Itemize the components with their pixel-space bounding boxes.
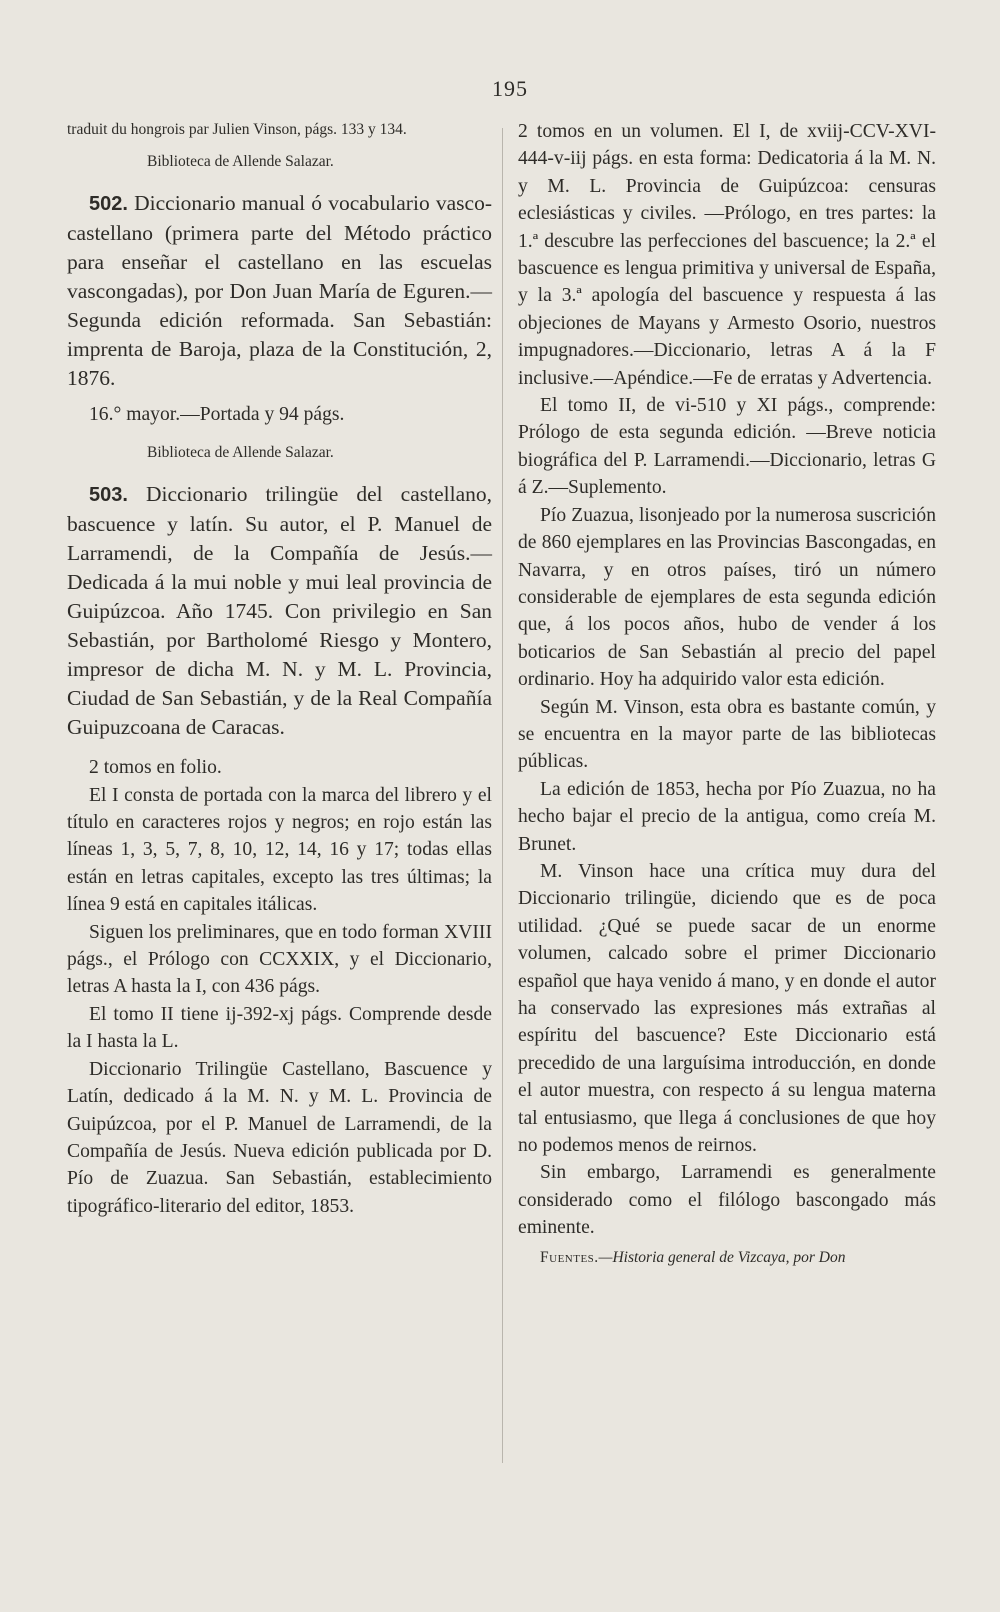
paragraph: El I consta de portada con la marca del librero y el título en caracteres rojos y negros; en rojo están las líneas 1, 3, 5, 7, 8, 10, 12, 14, 16 y 17; todas ellas están en letras capitales, excepto las tres últimas; la línea 9 está en capitales itálicas. xyxy=(67,784,492,916)
paragraph: El tomo II tiene ij-392-xj págs. Comprende desde la I hasta la L. xyxy=(67,1003,492,1053)
entry-text: Diccionario manual ó vocabulario vasco-castellano (primera parte del Método práctico para enseñar el castellano en las escuelas vascongadas), por Don Juan María de Eguren.—Segunda edición reformada. San Sebastián: imprenta de Baroja, plaza de la Constitución, 2, 1876. xyxy=(67,191,492,391)
entry-text: Diccionario trilingüe del castellano, bascuence y latín. Su autor, el P. Manuel de Larramendi, de la Compañía de Jesús.—Dedicada á la mui noble y mui leal provincia de Guipúzcoa. Año 1745. Con privilegio en San Sebastián, por Bartholomé Riesgo y Montero, impresor de dicha M. N. y M. L. Provincia, Ciudad de San Sebastián, y de la Real Compañía Guipuzcoana de Caracas. xyxy=(67,482,492,740)
paragraph: Siguen los preliminares, que en todo forman XVIII págs., el Prólogo con CCXXIX, y el Diccionario, letras A hasta la I, con 436 págs. xyxy=(67,921,492,998)
left-column xyxy=(67,118,492,1220)
paragraph: Diccionario Trilingüe Castellano, Bascuence y Latín, dedicado á la M. N. y M. L. Provincia de Guipúzcoa, por el P. Manuel de Larramendi, de la Compañía de Jesús. Nueva edición publicada por D. Pío de Zuazua. San Sebastián, establecimiento tipográfico-literario del editor, 1853. xyxy=(67,1058,492,1217)
sources-text: —Historia general de Vizcaya, por Don xyxy=(598,1248,846,1266)
sources-line xyxy=(518,1246,936,1270)
paragraph: M. Vinson hace una crítica muy dura del Diccionario trilingüe, diciendo que es de poca utilidad. ¿Qué se puede sacar de un enorme volumen, calcado sobre el primer Diccionario español que haya venido á mano, y en donde el autor ha conservado las expresiones más extrañas al espíritu del bascuence? Este Diccionario está precedido de una larguísima introducción, en donde el autor muestra, con respecto á su lengua materna tal entusiasmo, que llega á conclusiones de que hoy no podemos menos de reirnos. xyxy=(518,860,936,1157)
entry-502 xyxy=(67,189,492,393)
paragraph: La edición de 1853, hecha por Pío Zuazua, no ha hecho bajar el precio de la antigua, como creía M. Brunet. xyxy=(518,778,936,855)
paragraph: Según M. Vinson, esta obra es bastante común, y se encuentra en la mayor parte de las bibliotecas públicas. xyxy=(518,696,936,773)
entry-format: 2 tomos en folio. xyxy=(89,757,222,779)
paragraph: Pío Zuazua, lisonjeado por la numerosa suscrición de 860 ejemplares en las Provincias Bascongadas, en Navarra, y en otros países, tiró un número considerable de ejemplares de esta segunda edición que, á los pocos años, hubo de vender á los boticarios de San Sebastián al precio del papel ordinario. Hoy ha adquirido valor esta edición. xyxy=(518,504,936,691)
column-divider xyxy=(502,128,503,1463)
entry-503 xyxy=(67,480,492,742)
page-number: 195 xyxy=(492,76,528,101)
entry-format: 16.° mayor.—Portada y 94 págs. xyxy=(89,404,345,426)
entry-number: 502. xyxy=(89,193,128,216)
paragraph: 2 tomos en un volumen. El I, de xviij-CCV-XVI-444-v-iij págs. en esta forma: Dedicatoria á la M. N. y M. L. Provincia de Guipúzcoa: censuras eclesiásticas y civiles. —Prólogo, en tres partes: la 1.ª descubre las perfecciones del bascuence; la 2.ª el bascuence es lengua primitiva y universal de España, y la 3.ª apología del bascuence y respuesta á las objeciones de Mayans y Armesto Osorio, nuestros impugnadores.—Diccionario, letras A á la F inclusive.—Apéndice.—Fe de erratas y Advertencia. xyxy=(518,121,936,389)
intro-line: traduit du hongrois par Julien Vinson, págs. 133 y 134. xyxy=(67,121,407,138)
right-column xyxy=(518,118,936,1270)
intro-library: Biblioteca de Allende Salazar. xyxy=(147,153,334,170)
sources-label: Fuentes. xyxy=(540,1248,599,1266)
paragraph: Sin embargo, Larramendi es generalmente considerado como el filólogo bascongado más eminente. xyxy=(518,1162,936,1239)
entry-number: 503. xyxy=(89,484,128,507)
entry-library: Biblioteca de Allende Salazar. xyxy=(147,443,334,461)
paragraph: El tomo II, de vi-510 y XI págs., comprende: Prólogo de esta segunda edición. —Breve noticia biográfica del P. Larramendi.—Diccionario, letras G á Z.—Suplemento. xyxy=(518,395,936,499)
